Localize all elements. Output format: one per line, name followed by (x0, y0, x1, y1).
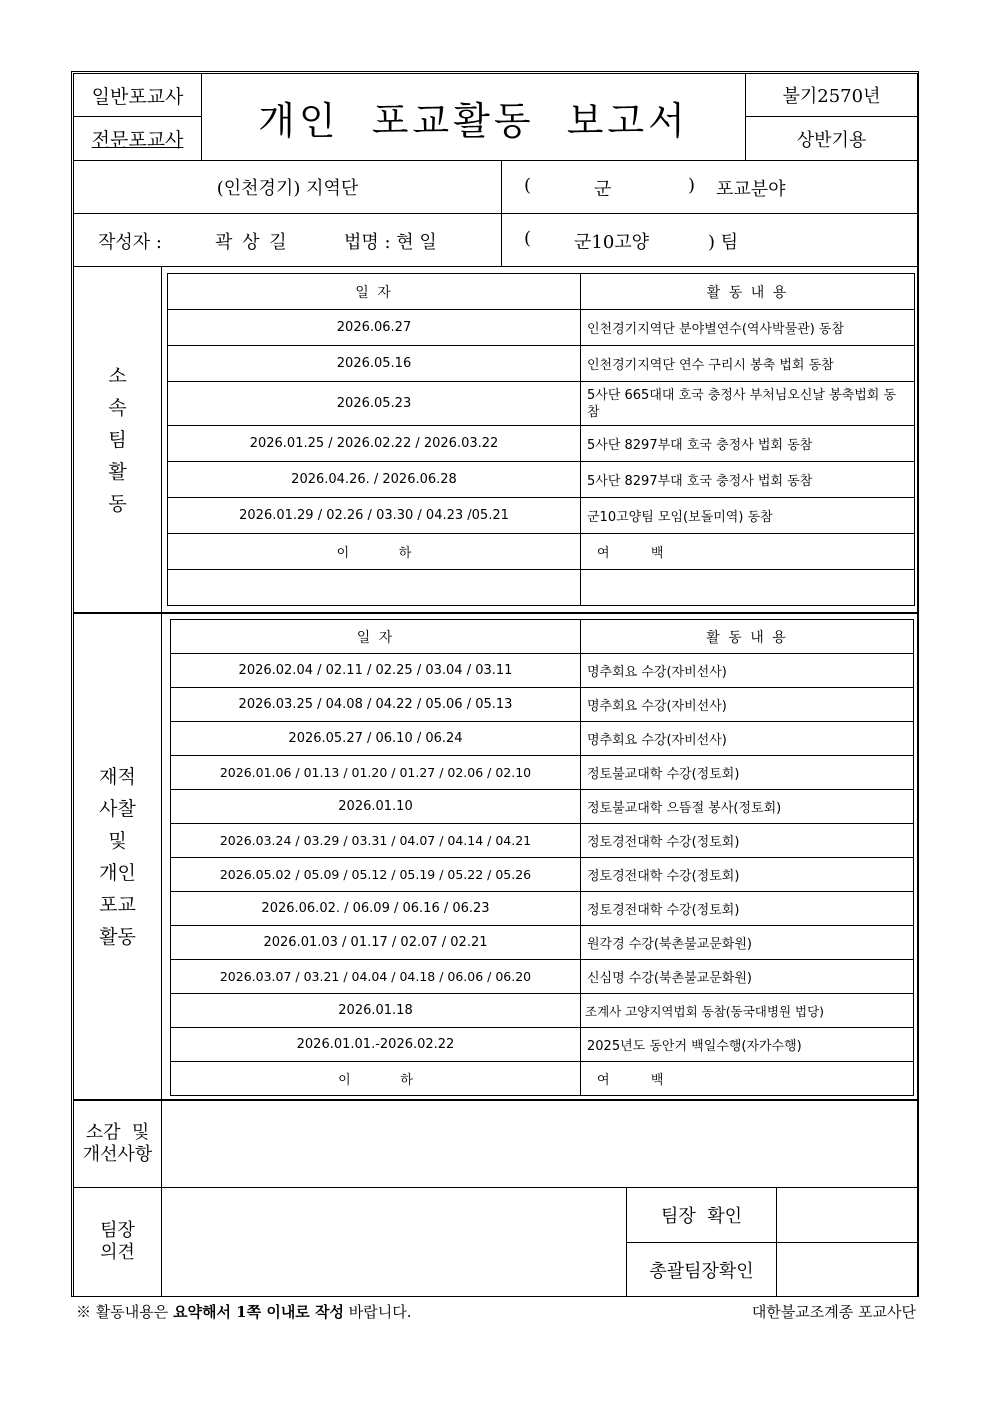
col-date-header: 일 자 (168, 274, 581, 310)
team-activity-label: 소 속 팀 활 동 (108, 364, 127, 515)
table-row (171, 892, 914, 926)
table-header-row (171, 620, 914, 654)
region-cell (73, 160, 502, 214)
table-row (171, 790, 914, 824)
table-row (171, 722, 914, 756)
row-content: 신심명 수강(북촌불교문화원) (581, 960, 914, 994)
year: 불기2570년 (782, 86, 881, 107)
field-close: ) (688, 175, 696, 196)
row-date: 2026.06.27 (168, 310, 581, 346)
page-title: 개인 포교활동 보고서 (258, 98, 689, 143)
col-content-header: 활 동 내 용 (581, 274, 915, 310)
row-content: 명추회요 수강(자비선사) (581, 654, 914, 688)
row-content: 조계사 고양지역법회 동참(동국대병원 법당) (581, 994, 914, 1028)
dharma-name: 법명 : 현 일 (344, 232, 437, 253)
row-content: 5사단 8297부대 호국 충정사 법회 동참 (581, 426, 915, 462)
leader-confirm-label-cell (626, 1187, 777, 1243)
table-row (171, 1028, 914, 1062)
personal-activity-label: 재적 사찰 및 개인 포교 활동 (99, 765, 136, 948)
row-date: 2026.05.27 / 06.10 / 06.24 (171, 722, 581, 756)
personal-activity-table (170, 619, 914, 1096)
table-row (171, 960, 914, 994)
leader-label-line1: 팀장 (100, 1220, 135, 1241)
table-row (168, 426, 915, 462)
col-content-header: 활 동 내 용 (581, 620, 914, 654)
row-content: 명추회요 수강(자비선사) (581, 722, 914, 756)
row-date: 2026.01.06 / 01.13 / 01.20 / 01.27 / 02.06 / 02.10 (171, 756, 581, 790)
row-date: 이 하 (171, 1062, 581, 1096)
field-open: ( (524, 175, 532, 196)
row-date: 2026.01.25 / 2026.02.22 / 2026.03.22 (168, 426, 581, 462)
team-activity-table (167, 273, 915, 606)
personal-activity-label-cell (73, 613, 162, 1100)
author-label: 작성자 : (98, 232, 162, 253)
general-confirm-label-cell (626, 1242, 777, 1297)
row-content: 정토경전대학 수강(정토회) (581, 824, 914, 858)
type-expert: 전문포교사 (91, 129, 184, 151)
type-general-cell (73, 73, 202, 117)
row-date: 2026.01.10 (171, 790, 581, 824)
author-name: 곽 상 길 (215, 232, 289, 253)
table-row (168, 534, 915, 570)
row-date: 2026.05.16 (168, 346, 581, 382)
row-date: 2026.05.02 / 05.09 / 05.12 / 05.19 / 05.22 / 05.26 (171, 858, 581, 892)
row-content: 인천경기지역단 연수 구리시 봉축 법회 동참 (581, 346, 915, 382)
row-content: 여 백 (581, 534, 915, 570)
table-row (168, 498, 915, 534)
row-content: 인천경기지역단 분야별연수(역사박물관) 동참 (581, 310, 915, 346)
row-date: 2026.03.25 / 04.08 / 04.22 / 05.06 / 05.13 (171, 688, 581, 722)
row-content: 2025년도 동안거 백일수행(자가수행) (581, 1028, 914, 1062)
footer-note (76, 1301, 412, 1322)
row-date: 2026.06.02. / 06.09 / 06.16 / 06.23 (171, 892, 581, 926)
impressions-label-line1: 소감 및 (85, 1122, 150, 1143)
row-content: 군10고양팀 모임(보돌미역) 동참 (581, 498, 915, 534)
row-date: 2026.05.23 (168, 382, 581, 426)
general-confirm-label: 총괄팀장확인 (649, 1260, 754, 1282)
leader-confirm-box[interactable] (776, 1187, 918, 1243)
row-date (168, 570, 581, 606)
col-date-header: 일 자 (171, 620, 581, 654)
table-row (168, 382, 915, 426)
field-cell (501, 160, 918, 214)
table-row (168, 462, 915, 498)
footer-note-bold: 요약해서 1쪽 이내로 작성 (173, 1303, 345, 1321)
row-date: 2026.04.26. / 2026.06.28 (168, 462, 581, 498)
table-row (171, 994, 914, 1028)
type-expert-cell (73, 116, 202, 161)
table-row (171, 926, 914, 960)
table-row (168, 570, 915, 606)
title-cell (201, 73, 746, 161)
impressions-label-cell (73, 1100, 162, 1188)
row-date: 2026.01.03 / 01.17 / 02.07 / 02.21 (171, 926, 581, 960)
row-date: 이 하 (168, 534, 581, 570)
row-date: 2026.01.01.-2026.02.22 (171, 1028, 581, 1062)
row-content: 5사단 8297부대 호국 충정사 법회 동참 (581, 462, 915, 498)
table-row (171, 654, 914, 688)
team-open: ( (524, 228, 532, 249)
footer-organization: 대한불교조계종 포교사단 (751, 1303, 916, 1321)
region: (인천경기) 지역단 (216, 178, 359, 199)
team-cell (501, 213, 918, 267)
footer-note-prefix: ※ 활동내용은 (76, 1303, 173, 1321)
impressions-label-line2: 개선사항 (82, 1144, 153, 1165)
period: 상반기용 (796, 129, 867, 151)
year-cell (745, 73, 918, 117)
table-row (171, 858, 914, 892)
row-date: 2026.01.18 (171, 994, 581, 1028)
table-row (171, 1062, 914, 1096)
field-suffix: 포교분야 (716, 179, 786, 200)
table-row (168, 346, 915, 382)
table-header-row (168, 274, 915, 310)
row-content: 정토경전대학 수강(정토회) (581, 858, 914, 892)
team-name: 군10고양 (574, 232, 650, 253)
type-general: 일반포교사 (91, 85, 184, 108)
table-row (168, 310, 915, 346)
row-content: 명추회요 수강(자비선사) (581, 688, 914, 722)
footer-note-suffix: 바랍니다. (344, 1303, 412, 1321)
row-content: 5사단 665대대 호국 충정사 부처님오신날 봉축법회 동참 (581, 382, 915, 426)
general-confirm-box[interactable] (776, 1242, 918, 1297)
row-content: 여 백 (581, 1062, 914, 1096)
table-row (171, 688, 914, 722)
table-row (171, 756, 914, 790)
author-cell (73, 213, 502, 267)
row-content (581, 570, 915, 606)
team-activity-label-cell (73, 266, 162, 613)
leader-label-cell (73, 1187, 162, 1297)
row-date: 2026.03.07 / 03.21 / 04.04 / 04.18 / 06.06 / 06.20 (171, 960, 581, 994)
row-date: 2026.03.24 / 03.29 / 03.31 / 04.07 / 04.14 / 04.21 (171, 824, 581, 858)
row-content: 정토경전대학 수강(정토회) (581, 892, 914, 926)
row-date: 2026.01.29 / 02.26 / 03.30 / 04.23 /05.21 (168, 498, 581, 534)
leader-confirm-label: 팀장 확인 (661, 1206, 742, 1227)
team-close: ) 팀 (708, 232, 739, 253)
field-name: 군 (594, 179, 612, 200)
row-content: 정토불교대학 으뜸절 봉사(정토회) (581, 790, 914, 824)
leader-opinion-input[interactable] (161, 1187, 627, 1297)
row-date: 2026.02.04 / 02.11 / 02.25 / 03.04 / 03.11 (171, 654, 581, 688)
period-cell (745, 116, 918, 161)
row-content: 정토불교대학 수강(정토회) (581, 756, 914, 790)
impressions-input[interactable] (161, 1100, 918, 1188)
table-row (171, 824, 914, 858)
leader-label-line2: 의견 (100, 1242, 135, 1263)
row-content: 원각경 수강(북촌불교문화원) (581, 926, 914, 960)
